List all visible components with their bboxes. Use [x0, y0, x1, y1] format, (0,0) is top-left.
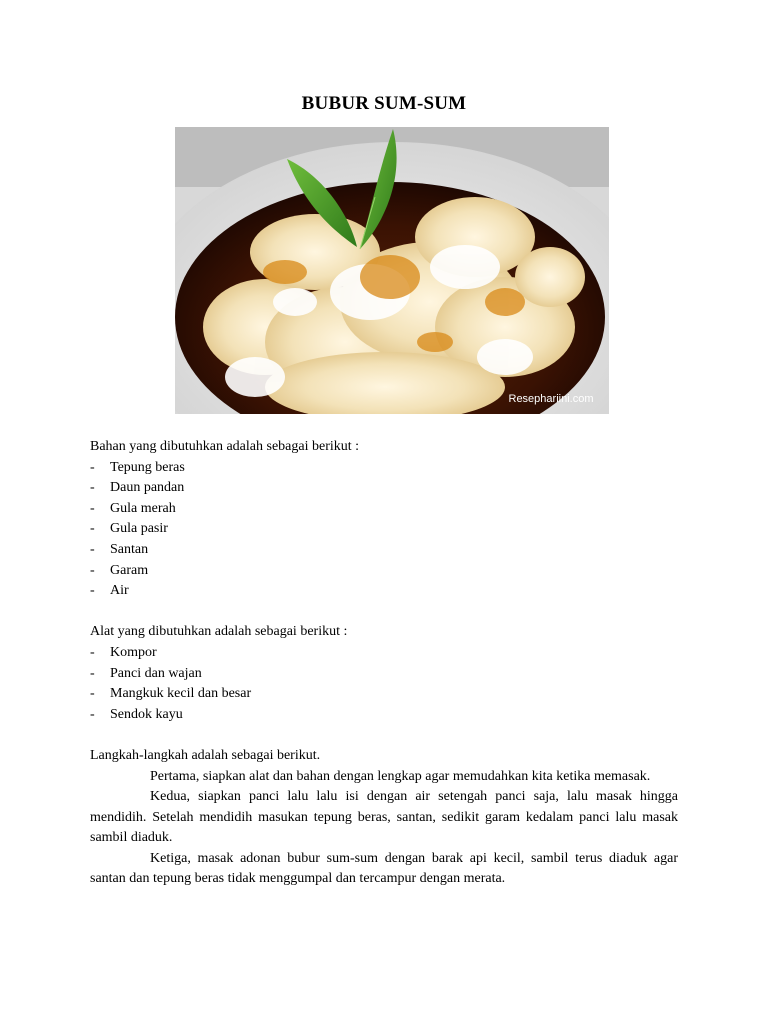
step-paragraph: Ketiga, masak adonan bubur sum-sum dengan barak api kecil, sambil terus diaduk agar santan dan tepung beras tidak menggumpal dan tercampur dengan merata. [90, 850, 678, 887]
langkah-intro: Langkah-langkah adalah sebagai berikut. [90, 747, 321, 763]
page-title: BUBUR SUM-SUM [301, 93, 467, 114]
photo-watermark: Resephariini.com [508, 393, 594, 405]
list-item: - Gula merah [90, 500, 176, 516]
list-item: - Tepung beras [90, 459, 185, 475]
step-paragraph: Pertama, siapkan alat dan bahan dengan lengkap agar memudahkan kita ketika memasak. [150, 768, 651, 784]
step-paragraph: Kedua, siapkan panci lalu lalu isi dengan air setengah panci saja, lalu masak hingga mendidih. Setelah mendidih masukan tepung beras, santan, sedikit garam kedalam panci lalu masak sambil diaduk. [90, 789, 678, 846]
list-item: - Mangkuk kecil dan besar [90, 686, 252, 702]
list-item: - Panci dan wajan [90, 665, 202, 681]
bahan-section [90, 437, 678, 890]
bahan-intro: Bahan yang dibutuhkan adalah sebagai berikut : [90, 439, 360, 454]
list-item: - Daun pandan [90, 480, 185, 496]
list-item: - Gula pasir [90, 521, 168, 537]
list-item: - Air [90, 583, 129, 599]
alat-intro: Alat yang dibutuhkan adalah sebagai berikut : [90, 624, 348, 640]
list-item: - Garam [90, 562, 149, 578]
bubur-sumsum-photo [175, 127, 609, 414]
list-item: - Santan [90, 541, 149, 557]
list-item: - Kompor [90, 644, 157, 660]
list-item: - Sendok kayu [90, 706, 183, 722]
